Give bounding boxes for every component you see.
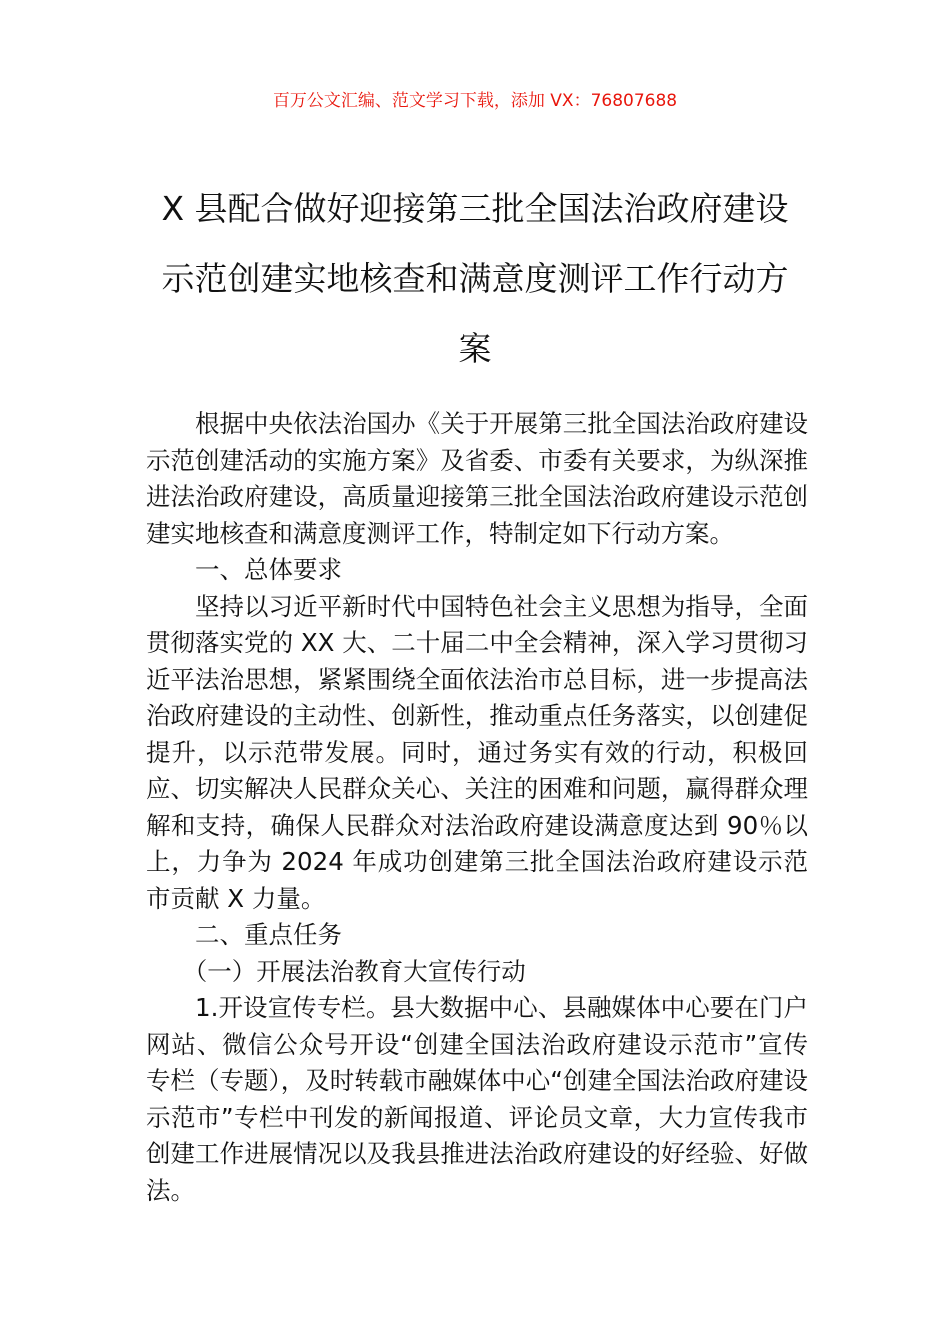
- section-heading-key-tasks: 二、重点任务: [195, 920, 342, 949]
- general-requirements-paragraph: 坚持以习近平新时代中国特色社会主义思想为指导，全面贯彻落实党的 XX 大、二十届二中全会精神，深入学习贯彻习近平法治思想，紧紧围绕全面依法治市总目标，进一步提高法治政府建设的主动性、创新性，推动重点任务落实，以创建促提升，以示范带发展。同时，通过务实有效的行动，积极回应、切实解决人民群众关心、关注的困难和问题，赢得群众理解和支持，确保人民群众对法治政府建设满意度达到 90％以上，力争为 2024 年成功创建第三批全国法治政府建设示范市贡献 X 力量。: [146, 591, 808, 913]
- section-heading-general-requirements: 一、总体要求: [195, 555, 342, 584]
- subsection-heading-publicity: （一）开展法治教育大宣传行动: [182, 956, 526, 986]
- document-title: X 县配合做好迎接第三批全国法治政府建设示范创建实地核查和满意度测评工作行动方案: [161, 189, 789, 368]
- document-body: [146, 406, 808, 1209]
- intro-paragraph: 根据中央依法治国办《关于开展第三批全国法治政府建设示范创建活动的实施方案》及省委、市委有关要求，为纵深推进法治政府建设，高质量迎接第三批全国法治政府建设示范创建实地核查和满意度测评工作，特制定如下行动方案。: [146, 409, 808, 548]
- download-promo-note: 百万公文汇编、范文学习下载，添加 VX：76807688: [272, 91, 678, 111]
- publicity-column-paragraph: 1.开设宣传专栏。县大数据中心、县融媒体中心要在门户网站、微信公众号开设“创建全国法治政府建设示范市”宣传专栏（专题），及时转载市融媒体中心“创建全国法治政府建设示范市”专栏中刊发的新闻报道、评论员文章，大力宣传我市创建工作进展情况以及我县推进法治政府建设的好经验、好做法。: [146, 993, 808, 1205]
